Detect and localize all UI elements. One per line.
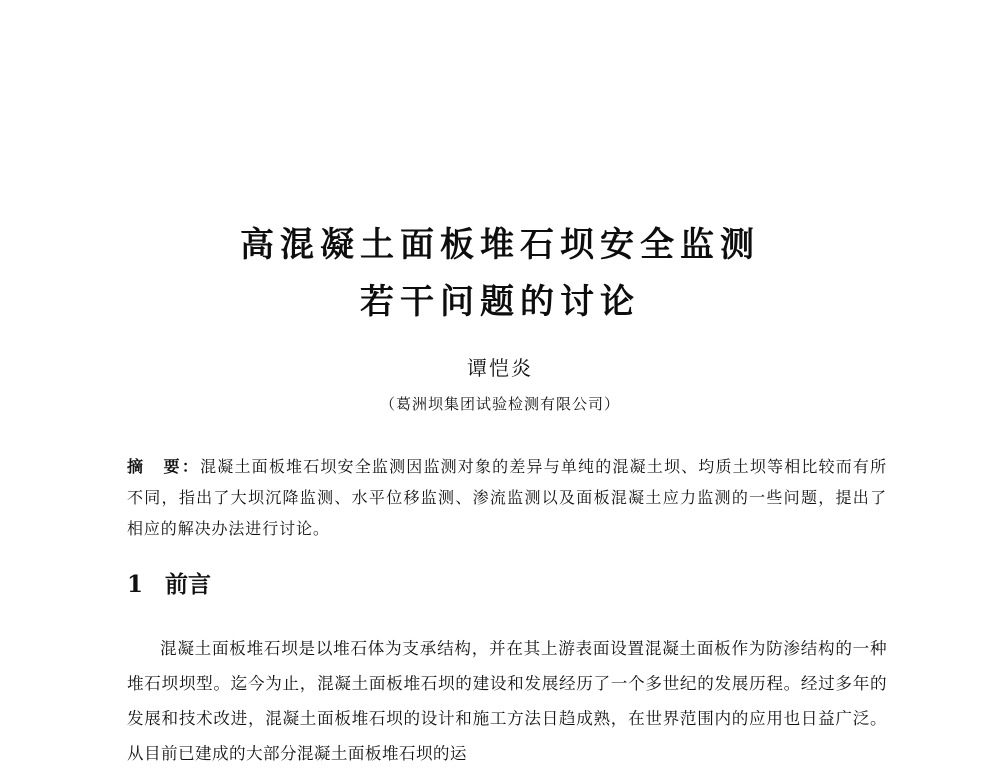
- paper-title-line-2: 若干问题的讨论: [360, 282, 640, 322]
- abstract-text: 混凝土面板堆石坝安全监测因监测对象的差异与单纯的混凝土坝、均质土坝等相比较而有所不同，指出了大坝沉降监测、水平位移监测、渗流监测以及面板混凝土应力监测的一些问题，提出了相应的解决办法进行讨论。: [127, 457, 887, 538]
- section-title: 前言: [165, 572, 211, 598]
- author-name: 谭恺炎: [467, 356, 533, 380]
- abstract-block: [127, 451, 887, 544]
- paper-title-line-1: 高混凝土面板堆石坝安全监测: [240, 225, 760, 265]
- author-affiliation: （葛洲坝集团试验检测有限公司）: [379, 395, 620, 413]
- section-number: 1: [127, 571, 144, 598]
- section-heading: [127, 569, 211, 601]
- abstract-label: 摘 要：: [127, 457, 201, 476]
- section-paragraph: 混凝土面板堆石坝是以堆石体为支承结构，并在其上游表面设置混凝土面板作为防渗结构的一种堆石坝坝型。迄今为止，混凝土面板堆石坝的建设和发展经历了一个多世纪的发展历程。经过多年的发展和技术改进，混凝土面板堆石坝的设计和施工方法日趋成熟，在世界范围内的应用也日益广泛。从目前已建成的大部分混凝土面板堆石坝的运: [127, 639, 887, 763]
